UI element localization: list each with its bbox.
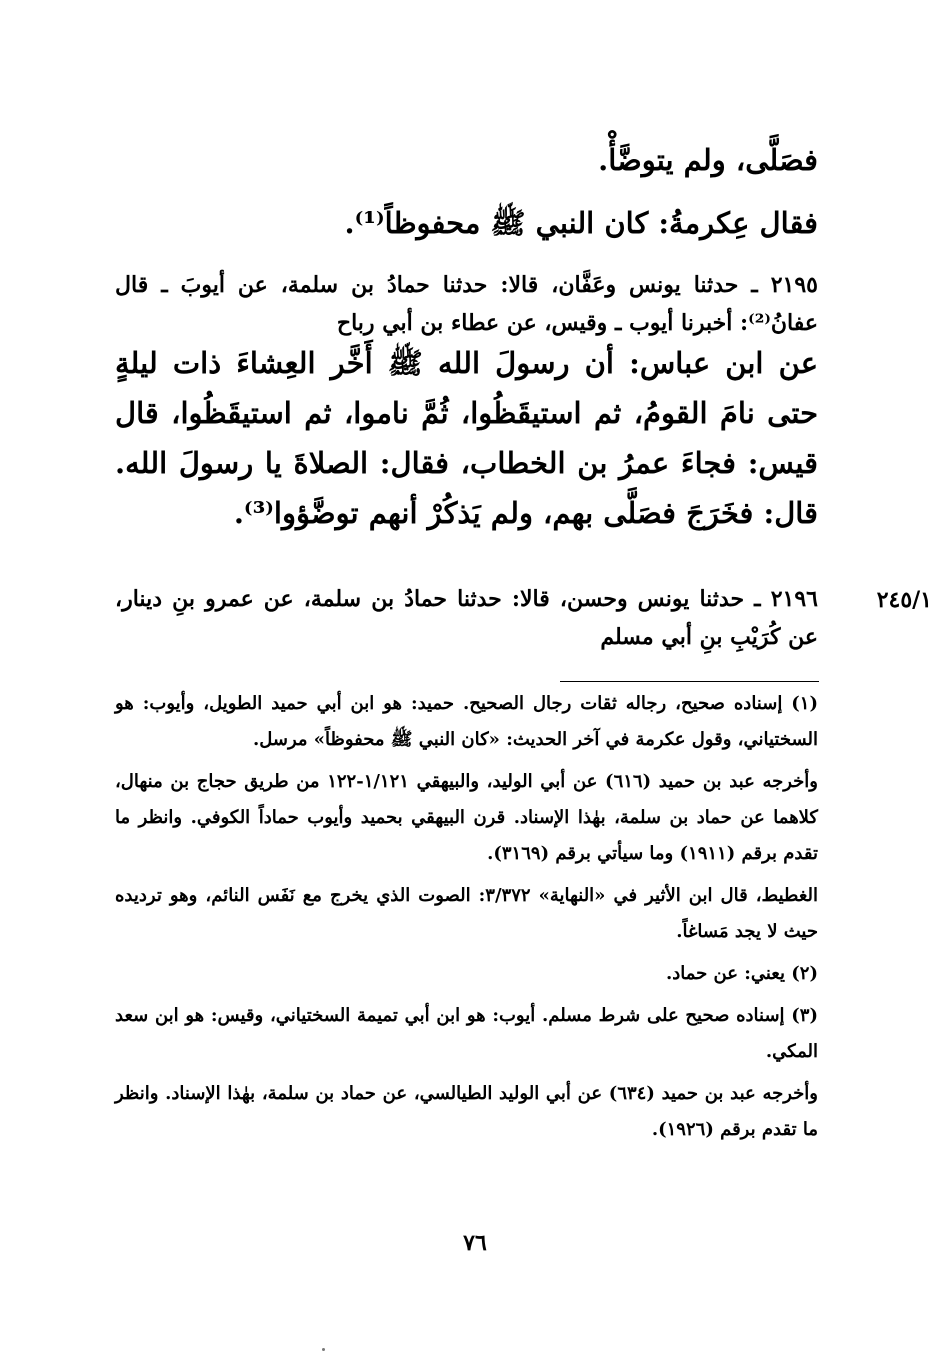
footnote-1-continued: وأخرجه عبد بن حميد (٦١٦) عن أبي الوليد، والبيهقي ١/١٢١-١٢٢ من طريق حجاج بن منهال، كلاهما عن حماد بن سلمة، بهٰذا الإسناد. قرن البيهقي بحميد وأيوب حماداً الكوفي. وانظر ما تقدم برقم (١٩١١) وما سيأتي برقم (٣١٦٩). (115, 771, 818, 864)
footnotes (115, 686, 818, 1154)
footnote-3-continued: وأخرجه عبد بن حميد (٦٣٤) عن أبي الوليد الطيالسي، عن حماد بن سلمة، بهٰذا الإسناد. وانظر ما تقدم برقم (١٩٢٦). (115, 1083, 819, 1140)
volume-page-reference: ٢٤٥/١ (876, 587, 932, 613)
hadith-2195-matn: عن ابن عباس: أن رسولَ الله ﷺ أَخَّر العِشاءَ ذات ليلةٍ حتى نامَ القومُ، ثم استيقَظُوا، ثُمَّ ناموا، ثم استيقَظُوا، قال قيس: فجاءَ عمرُ بن الخطاب، فقال: الصلاةَ يا رسولَ الله. قال: فخَرَجَ فصَلَّى بهم، ولم يَذكُرْ أنهم توضَّؤوا⁽³⁾. (115, 346, 818, 530)
text-line-ikrima-saying: فقال عِكرمةُ: كان النبي ﷺ محفوظاً⁽¹⁾. (344, 206, 818, 240)
scan-speck (322, 1348, 325, 1351)
footnote-3: (٣) إسناده صحيح على شرط مسلم. أيوب: هو ابن أبي تميمة السختياني، وقيس: هو ابن سعد المكي. (115, 1005, 818, 1062)
footnote-1-gloss: الغطيط، قال ابن الأثير في «النهاية» ٣/٣٧٢: الصوت الذي يخرج مع نَفَس النائم، وهو ترديده حيث لا يجد مَساغاً. (115, 885, 818, 942)
text-line-end-of-previous-hadith: فصَلَّى، ولم يتوضَّأْ. (598, 143, 818, 177)
hadith-2196-isnad: ٢١٩٦ ـ حدثنا يونس وحسن، قالا: حدثنا حمادُ بن سلمة، عن عمرو بنِ دينار، عن كُرَيْبِ بنِ أبي مسلم (115, 586, 818, 650)
footnote-1: (١) إسناده صحيح، رجاله ثقات رجال الصحيح. حميد: هو ابن أبي حميد الطويل، وأيوب: هو السختياني، وقول عكرمة في آخر الحديث: «كان النبي ﷺ محفوظاً» مرسل. (115, 693, 818, 750)
footnote-separator (560, 681, 819, 682)
footnote-2: (٢) يعني: عن حماد. (665, 963, 818, 984)
hadith-2195-isnad: ٢١٩٥ ـ حدثنا يونس وعَفَّان، قالا: حدثنا حمادُ بن سلمة، عن أيوبَ ـ قال عفانُ⁽²⁾: أخبرنا أيوب ـ وقيس، عن عطاء بن أبي رباح (115, 272, 818, 336)
page-number: ٧٦ (463, 1230, 487, 1256)
